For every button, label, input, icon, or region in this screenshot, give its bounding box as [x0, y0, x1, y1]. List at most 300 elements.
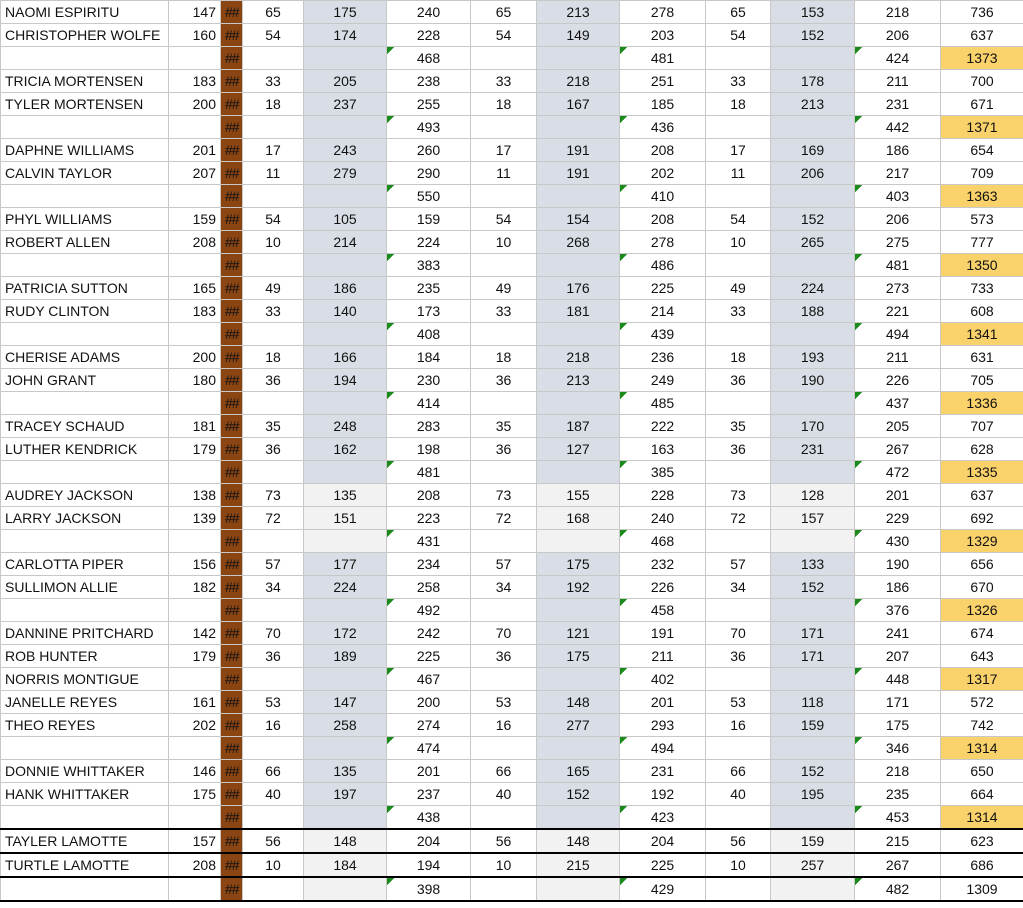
- series-total-cell[interactable]: 573: [941, 208, 1023, 231]
- separator-cell[interactable]: ##: [221, 185, 243, 208]
- game-score-cell[interactable]: 243: [304, 139, 387, 162]
- handicap-cell[interactable]: [243, 877, 304, 901]
- player-name-cell[interactable]: CALVIN TAYLOR: [1, 162, 169, 185]
- handicap-cell[interactable]: [706, 392, 771, 415]
- scratch-total-cell[interactable]: 163: [620, 438, 706, 461]
- scratch-total-cell[interactable]: 346: [855, 737, 941, 760]
- series-total-cell[interactable]: 1341: [941, 323, 1023, 346]
- separator-cell[interactable]: ##: [221, 691, 243, 714]
- handicap-cell[interactable]: [706, 806, 771, 830]
- game-score-cell[interactable]: 218: [537, 346, 620, 369]
- series-total-cell[interactable]: 1314: [941, 806, 1023, 830]
- handicap-cell[interactable]: 16: [706, 714, 771, 737]
- average-cell[interactable]: [169, 392, 221, 415]
- game-score-cell[interactable]: 171: [771, 645, 855, 668]
- player-name-cell[interactable]: THEO REYES: [1, 714, 169, 737]
- handicap-cell[interactable]: 53: [706, 691, 771, 714]
- scratch-total-cell[interactable]: 383: [387, 254, 471, 277]
- game-score-cell[interactable]: 140: [304, 300, 387, 323]
- handicap-cell[interactable]: 33: [243, 300, 304, 323]
- scratch-total-cell[interactable]: 202: [620, 162, 706, 185]
- game-score-cell[interactable]: [771, 877, 855, 901]
- game-score-cell[interactable]: 105: [304, 208, 387, 231]
- handicap-cell[interactable]: 56: [243, 829, 304, 853]
- handicap-cell[interactable]: 53: [243, 691, 304, 714]
- separator-cell[interactable]: ##: [221, 70, 243, 93]
- average-cell[interactable]: 208: [169, 853, 221, 877]
- handicap-cell[interactable]: [471, 668, 537, 691]
- player-name-cell[interactable]: [1, 599, 169, 622]
- game-score-cell[interactable]: 224: [304, 576, 387, 599]
- average-cell[interactable]: 160: [169, 24, 221, 47]
- series-total-cell[interactable]: 637: [941, 484, 1023, 507]
- game-score-cell[interactable]: 190: [771, 369, 855, 392]
- separator-cell[interactable]: ##: [221, 714, 243, 737]
- player-name-cell[interactable]: LUTHER KENDRICK: [1, 438, 169, 461]
- scratch-total-cell[interactable]: 494: [620, 737, 706, 760]
- scratch-total-cell[interactable]: 494: [855, 323, 941, 346]
- series-total-cell[interactable]: 1326: [941, 599, 1023, 622]
- series-total-cell[interactable]: 1363: [941, 185, 1023, 208]
- game-score-cell[interactable]: 237: [304, 93, 387, 116]
- handicap-cell[interactable]: 10: [243, 853, 304, 877]
- handicap-cell[interactable]: [706, 461, 771, 484]
- player-name-cell[interactable]: JOHN GRANT: [1, 369, 169, 392]
- series-total-cell[interactable]: 654: [941, 139, 1023, 162]
- game-score-cell[interactable]: 213: [771, 93, 855, 116]
- game-score-cell[interactable]: [537, 47, 620, 70]
- average-cell[interactable]: 201: [169, 139, 221, 162]
- handicap-cell[interactable]: 18: [471, 93, 537, 116]
- scratch-total-cell[interactable]: 215: [855, 829, 941, 853]
- handicap-cell[interactable]: 33: [243, 70, 304, 93]
- game-score-cell[interactable]: 152: [771, 576, 855, 599]
- scratch-total-cell[interactable]: 225: [387, 645, 471, 668]
- handicap-cell[interactable]: 49: [706, 277, 771, 300]
- game-score-cell[interactable]: [771, 392, 855, 415]
- handicap-cell[interactable]: 17: [243, 139, 304, 162]
- separator-cell[interactable]: ##: [221, 277, 243, 300]
- series-total-cell[interactable]: 631: [941, 346, 1023, 369]
- game-score-cell[interactable]: 197: [304, 783, 387, 806]
- separator-cell[interactable]: ##: [221, 877, 243, 901]
- scratch-total-cell[interactable]: 403: [855, 185, 941, 208]
- handicap-cell[interactable]: [471, 392, 537, 415]
- game-score-cell[interactable]: 265: [771, 231, 855, 254]
- scratch-total-cell[interactable]: 458: [620, 599, 706, 622]
- scratch-total-cell[interactable]: 240: [620, 507, 706, 530]
- handicap-cell[interactable]: 10: [243, 231, 304, 254]
- separator-cell[interactable]: ##: [221, 530, 243, 553]
- game-score-cell[interactable]: 165: [537, 760, 620, 783]
- series-total-cell[interactable]: 608: [941, 300, 1023, 323]
- scratch-total-cell[interactable]: 436: [620, 116, 706, 139]
- average-cell[interactable]: 182: [169, 576, 221, 599]
- handicap-cell[interactable]: 33: [706, 300, 771, 323]
- game-score-cell[interactable]: 175: [537, 553, 620, 576]
- player-name-cell[interactable]: NAOMI ESPIRITU: [1, 1, 169, 24]
- series-total-cell[interactable]: 674: [941, 622, 1023, 645]
- player-name-cell[interactable]: [1, 877, 169, 901]
- handicap-cell[interactable]: [471, 323, 537, 346]
- handicap-cell[interactable]: [243, 116, 304, 139]
- game-score-cell[interactable]: [771, 737, 855, 760]
- scratch-total-cell[interactable]: 260: [387, 139, 471, 162]
- series-total-cell[interactable]: 623: [941, 829, 1023, 853]
- scratch-total-cell[interactable]: 408: [387, 323, 471, 346]
- handicap-cell[interactable]: [706, 254, 771, 277]
- handicap-cell[interactable]: 54: [243, 208, 304, 231]
- scratch-total-cell[interactable]: 230: [387, 369, 471, 392]
- handicap-cell[interactable]: [243, 737, 304, 760]
- handicap-cell[interactable]: 17: [471, 139, 537, 162]
- handicap-cell[interactable]: 40: [471, 783, 537, 806]
- handicap-cell[interactable]: [471, 877, 537, 901]
- scratch-total-cell[interactable]: 226: [855, 369, 941, 392]
- scratch-total-cell[interactable]: 222: [620, 415, 706, 438]
- separator-cell[interactable]: ##: [221, 116, 243, 139]
- scratch-total-cell[interactable]: 486: [620, 254, 706, 277]
- game-score-cell[interactable]: 215: [537, 853, 620, 877]
- game-score-cell[interactable]: [537, 254, 620, 277]
- scratch-total-cell[interactable]: 438: [387, 806, 471, 830]
- series-total-cell[interactable]: 643: [941, 645, 1023, 668]
- average-cell[interactable]: 200: [169, 93, 221, 116]
- player-name-cell[interactable]: [1, 254, 169, 277]
- scratch-total-cell[interactable]: 251: [620, 70, 706, 93]
- average-cell[interactable]: 161: [169, 691, 221, 714]
- game-score-cell[interactable]: 157: [771, 507, 855, 530]
- game-score-cell[interactable]: 152: [771, 760, 855, 783]
- handicap-cell[interactable]: 54: [706, 24, 771, 47]
- player-name-cell[interactable]: HANK WHITTAKER: [1, 783, 169, 806]
- average-cell[interactable]: 179: [169, 645, 221, 668]
- average-cell[interactable]: 138: [169, 484, 221, 507]
- game-score-cell[interactable]: 171: [771, 622, 855, 645]
- game-score-cell[interactable]: [537, 530, 620, 553]
- player-name-cell[interactable]: TRICIA MORTENSEN: [1, 70, 169, 93]
- separator-cell[interactable]: ##: [221, 139, 243, 162]
- scratch-total-cell[interactable]: 194: [387, 853, 471, 877]
- series-total-cell[interactable]: 650: [941, 760, 1023, 783]
- separator-cell[interactable]: ##: [221, 622, 243, 645]
- average-cell[interactable]: 208: [169, 231, 221, 254]
- game-score-cell[interactable]: [304, 530, 387, 553]
- handicap-cell[interactable]: 18: [706, 346, 771, 369]
- handicap-cell[interactable]: 18: [243, 93, 304, 116]
- handicap-cell[interactable]: [243, 254, 304, 277]
- scratch-total-cell[interactable]: 207: [855, 645, 941, 668]
- separator-cell[interactable]: ##: [221, 461, 243, 484]
- scratch-total-cell[interactable]: 430: [855, 530, 941, 553]
- game-score-cell[interactable]: 170: [771, 415, 855, 438]
- player-name-cell[interactable]: JANELLE REYES: [1, 691, 169, 714]
- scratch-total-cell[interactable]: 185: [620, 93, 706, 116]
- handicap-cell[interactable]: 18: [471, 346, 537, 369]
- game-score-cell[interactable]: 213: [537, 1, 620, 24]
- handicap-cell[interactable]: 54: [243, 24, 304, 47]
- game-score-cell[interactable]: [771, 185, 855, 208]
- handicap-cell[interactable]: [243, 392, 304, 415]
- game-score-cell[interactable]: 191: [537, 162, 620, 185]
- series-total-cell[interactable]: 736: [941, 1, 1023, 24]
- separator-cell[interactable]: ##: [221, 553, 243, 576]
- game-score-cell[interactable]: [537, 668, 620, 691]
- scratch-total-cell[interactable]: 204: [620, 829, 706, 853]
- average-cell[interactable]: [169, 806, 221, 830]
- scratch-total-cell[interactable]: 205: [855, 415, 941, 438]
- scratch-total-cell[interactable]: 201: [620, 691, 706, 714]
- handicap-cell[interactable]: [706, 116, 771, 139]
- game-score-cell[interactable]: 248: [304, 415, 387, 438]
- separator-cell[interactable]: ##: [221, 829, 243, 853]
- handicap-cell[interactable]: 66: [471, 760, 537, 783]
- separator-cell[interactable]: ##: [221, 346, 243, 369]
- scratch-total-cell[interactable]: 402: [620, 668, 706, 691]
- scratch-total-cell[interactable]: 224: [387, 231, 471, 254]
- series-total-cell[interactable]: 686: [941, 853, 1023, 877]
- scratch-total-cell[interactable]: 228: [620, 484, 706, 507]
- series-total-cell[interactable]: 572: [941, 691, 1023, 714]
- scratch-total-cell[interactable]: 217: [855, 162, 941, 185]
- separator-cell[interactable]: ##: [221, 323, 243, 346]
- game-score-cell[interactable]: [537, 599, 620, 622]
- game-score-cell[interactable]: 206: [771, 162, 855, 185]
- game-score-cell[interactable]: 214: [304, 231, 387, 254]
- game-score-cell[interactable]: 277: [537, 714, 620, 737]
- series-total-cell[interactable]: 705: [941, 369, 1023, 392]
- scratch-total-cell[interactable]: 468: [387, 47, 471, 70]
- player-name-cell[interactable]: CARLOTTA PIPER: [1, 553, 169, 576]
- game-score-cell[interactable]: 186: [304, 277, 387, 300]
- handicap-cell[interactable]: 34: [706, 576, 771, 599]
- separator-cell[interactable]: ##: [221, 576, 243, 599]
- game-score-cell[interactable]: 213: [537, 369, 620, 392]
- player-name-cell[interactable]: [1, 323, 169, 346]
- scratch-total-cell[interactable]: 236: [620, 346, 706, 369]
- handicap-cell[interactable]: 54: [471, 208, 537, 231]
- handicap-cell[interactable]: [471, 185, 537, 208]
- player-name-cell[interactable]: DONNIE WHITTAKER: [1, 760, 169, 783]
- game-score-cell[interactable]: 133: [771, 553, 855, 576]
- scratch-total-cell[interactable]: 218: [855, 1, 941, 24]
- scratch-total-cell[interactable]: 190: [855, 553, 941, 576]
- scratch-total-cell[interactable]: 273: [855, 277, 941, 300]
- scratch-total-cell[interactable]: 235: [855, 783, 941, 806]
- average-cell[interactable]: [169, 599, 221, 622]
- game-score-cell[interactable]: [537, 323, 620, 346]
- scratch-total-cell[interactable]: 414: [387, 392, 471, 415]
- scratch-total-cell[interactable]: 429: [620, 877, 706, 901]
- handicap-cell[interactable]: [471, 599, 537, 622]
- player-name-cell[interactable]: CHRISTOPHER WOLFE: [1, 24, 169, 47]
- handicap-cell[interactable]: 33: [471, 300, 537, 323]
- scratch-total-cell[interactable]: 211: [855, 346, 941, 369]
- scratch-total-cell[interactable]: 249: [620, 369, 706, 392]
- player-name-cell[interactable]: DAPHNE WILLIAMS: [1, 139, 169, 162]
- game-score-cell[interactable]: [537, 877, 620, 901]
- handicap-cell[interactable]: 36: [471, 438, 537, 461]
- game-score-cell[interactable]: 279: [304, 162, 387, 185]
- handicap-cell[interactable]: 10: [706, 853, 771, 877]
- player-name-cell[interactable]: TRACEY SCHAUD: [1, 415, 169, 438]
- series-total-cell[interactable]: 1371: [941, 116, 1023, 139]
- game-score-cell[interactable]: 152: [537, 783, 620, 806]
- player-name-cell[interactable]: [1, 47, 169, 70]
- series-total-cell[interactable]: 1314: [941, 737, 1023, 760]
- handicap-cell[interactable]: 57: [243, 553, 304, 576]
- game-score-cell[interactable]: 169: [771, 139, 855, 162]
- handicap-cell[interactable]: 73: [706, 484, 771, 507]
- game-score-cell[interactable]: [304, 877, 387, 901]
- scratch-total-cell[interactable]: 242: [387, 622, 471, 645]
- handicap-cell[interactable]: [243, 806, 304, 830]
- scratch-total-cell[interactable]: 278: [620, 1, 706, 24]
- player-name-cell[interactable]: PHYL WILLIAMS: [1, 208, 169, 231]
- game-score-cell[interactable]: [304, 737, 387, 760]
- handicap-cell[interactable]: [243, 599, 304, 622]
- scratch-total-cell[interactable]: 235: [387, 277, 471, 300]
- game-score-cell[interactable]: [304, 668, 387, 691]
- separator-cell[interactable]: ##: [221, 415, 243, 438]
- scratch-total-cell[interactable]: 474: [387, 737, 471, 760]
- scratch-total-cell[interactable]: 232: [620, 553, 706, 576]
- scratch-total-cell[interactable]: 206: [855, 208, 941, 231]
- scratch-total-cell[interactable]: 208: [620, 139, 706, 162]
- scratch-total-cell[interactable]: 231: [855, 93, 941, 116]
- separator-cell[interactable]: ##: [221, 645, 243, 668]
- handicap-cell[interactable]: 10: [706, 231, 771, 254]
- game-score-cell[interactable]: 135: [304, 484, 387, 507]
- game-score-cell[interactable]: [771, 806, 855, 830]
- handicap-cell[interactable]: [471, 254, 537, 277]
- scratch-total-cell[interactable]: 186: [855, 576, 941, 599]
- game-score-cell[interactable]: 195: [771, 783, 855, 806]
- separator-cell[interactable]: ##: [221, 507, 243, 530]
- game-score-cell[interactable]: 268: [537, 231, 620, 254]
- player-name-cell[interactable]: SULLIMON ALLIE: [1, 576, 169, 599]
- average-cell[interactable]: 157: [169, 829, 221, 853]
- handicap-cell[interactable]: [471, 737, 537, 760]
- game-score-cell[interactable]: 152: [771, 24, 855, 47]
- handicap-cell[interactable]: 34: [243, 576, 304, 599]
- scratch-total-cell[interactable]: 201: [387, 760, 471, 783]
- game-score-cell[interactable]: [771, 530, 855, 553]
- game-score-cell[interactable]: 257: [771, 853, 855, 877]
- handicap-cell[interactable]: 36: [243, 645, 304, 668]
- handicap-cell[interactable]: 70: [243, 622, 304, 645]
- series-total-cell[interactable]: 1335: [941, 461, 1023, 484]
- scratch-total-cell[interactable]: 206: [855, 24, 941, 47]
- game-score-cell[interactable]: 159: [771, 829, 855, 853]
- handicap-cell[interactable]: [243, 47, 304, 70]
- player-name-cell[interactable]: [1, 530, 169, 553]
- game-score-cell[interactable]: [304, 323, 387, 346]
- handicap-cell[interactable]: [243, 668, 304, 691]
- game-score-cell[interactable]: 149: [537, 24, 620, 47]
- scratch-total-cell[interactable]: 204: [387, 829, 471, 853]
- series-total-cell[interactable]: 637: [941, 24, 1023, 47]
- handicap-cell[interactable]: 73: [471, 484, 537, 507]
- scratch-total-cell[interactable]: 431: [387, 530, 471, 553]
- series-total-cell[interactable]: 1350: [941, 254, 1023, 277]
- game-score-cell[interactable]: 191: [537, 139, 620, 162]
- separator-cell[interactable]: ##: [221, 208, 243, 231]
- handicap-cell[interactable]: 49: [243, 277, 304, 300]
- separator-cell[interactable]: ##: [221, 93, 243, 116]
- handicap-cell[interactable]: [471, 530, 537, 553]
- game-score-cell[interactable]: 231: [771, 438, 855, 461]
- game-score-cell[interactable]: 151: [304, 507, 387, 530]
- game-score-cell[interactable]: [771, 461, 855, 484]
- game-score-cell[interactable]: 187: [537, 415, 620, 438]
- game-score-cell[interactable]: 148: [304, 829, 387, 853]
- scratch-total-cell[interactable]: 228: [387, 24, 471, 47]
- game-score-cell[interactable]: [537, 116, 620, 139]
- separator-cell[interactable]: ##: [221, 392, 243, 415]
- scratch-total-cell[interactable]: 159: [387, 208, 471, 231]
- player-name-cell[interactable]: [1, 461, 169, 484]
- handicap-cell[interactable]: 36: [706, 438, 771, 461]
- average-cell[interactable]: 147: [169, 1, 221, 24]
- player-name-cell[interactable]: [1, 185, 169, 208]
- handicap-cell[interactable]: 66: [243, 760, 304, 783]
- game-score-cell[interactable]: 167: [537, 93, 620, 116]
- scratch-total-cell[interactable]: 290: [387, 162, 471, 185]
- game-score-cell[interactable]: 192: [537, 576, 620, 599]
- handicap-cell[interactable]: 65: [243, 1, 304, 24]
- series-total-cell[interactable]: 664: [941, 783, 1023, 806]
- scratch-total-cell[interactable]: 203: [620, 24, 706, 47]
- game-score-cell[interactable]: [304, 116, 387, 139]
- average-cell[interactable]: 183: [169, 300, 221, 323]
- game-score-cell[interactable]: [304, 461, 387, 484]
- handicap-cell[interactable]: 54: [706, 208, 771, 231]
- handicap-cell[interactable]: [706, 877, 771, 901]
- scratch-total-cell[interactable]: 481: [620, 47, 706, 70]
- series-total-cell[interactable]: 709: [941, 162, 1023, 185]
- average-cell[interactable]: 159: [169, 208, 221, 231]
- handicap-cell[interactable]: 16: [471, 714, 537, 737]
- player-name-cell[interactable]: DANNINE PRITCHARD: [1, 622, 169, 645]
- game-score-cell[interactable]: 258: [304, 714, 387, 737]
- scratch-total-cell[interactable]: 442: [855, 116, 941, 139]
- scratch-total-cell[interactable]: 175: [855, 714, 941, 737]
- scratch-total-cell[interactable]: 398: [387, 877, 471, 901]
- scratch-total-cell[interactable]: 218: [855, 760, 941, 783]
- game-score-cell[interactable]: 118: [771, 691, 855, 714]
- scratch-total-cell[interactable]: 200: [387, 691, 471, 714]
- game-score-cell[interactable]: 193: [771, 346, 855, 369]
- average-cell[interactable]: 181: [169, 415, 221, 438]
- handicap-cell[interactable]: [243, 323, 304, 346]
- handicap-cell[interactable]: [706, 185, 771, 208]
- scratch-total-cell[interactable]: 423: [620, 806, 706, 830]
- scratch-total-cell[interactable]: 225: [620, 277, 706, 300]
- handicap-cell[interactable]: 36: [243, 438, 304, 461]
- scratch-total-cell[interactable]: 237: [387, 783, 471, 806]
- separator-cell[interactable]: ##: [221, 24, 243, 47]
- game-score-cell[interactable]: 175: [304, 1, 387, 24]
- game-score-cell[interactable]: 121: [537, 622, 620, 645]
- scratch-total-cell[interactable]: 482: [855, 877, 941, 901]
- handicap-cell[interactable]: [706, 737, 771, 760]
- game-score-cell[interactable]: 135: [304, 760, 387, 783]
- handicap-cell[interactable]: [706, 323, 771, 346]
- game-score-cell[interactable]: 155: [537, 484, 620, 507]
- average-cell[interactable]: [169, 47, 221, 70]
- player-name-cell[interactable]: TURTLE LAMOTTE: [1, 853, 169, 877]
